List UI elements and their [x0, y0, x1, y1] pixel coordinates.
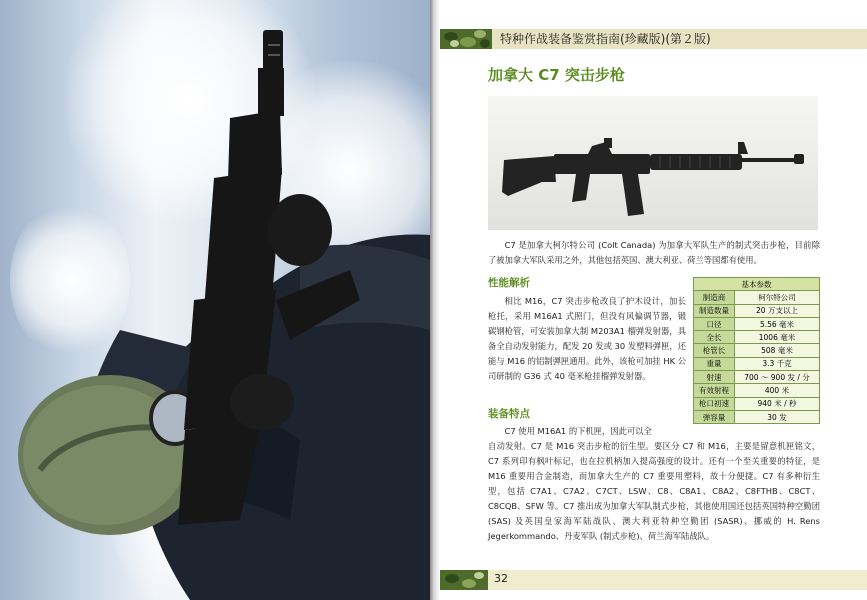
spec-row [694, 384, 820, 397]
spec-label: 枪管长 [694, 344, 735, 357]
spec-value: 940 米 / 秒 [735, 397, 820, 410]
spec-table-header [694, 278, 820, 291]
spec-value: 400 米 [735, 384, 820, 397]
spec-value: 30 发 [735, 410, 820, 423]
intro-paragraph: C7 是加拿大柯尔特公司 (Colt Canada) 为加拿大军队生产的制式突击步枪，目前除了被加拿大军队采用之外，其他包括英国、澳大利亚、荷兰等国都有使用。 [488, 240, 820, 265]
features-paragraph-intro: C7 使用 M16A1 的下机匣，因此可以全 [504, 426, 652, 436]
spec-label: 弹容量 [694, 410, 735, 423]
performance-paragraph: 相比 M16，C7 突击步枪改良了护木设计，加长枪托，采用 M16A1 式照门，但没有风偏调节器，锻碳钢枪管，可安装加拿大制 M203A1 榴弹发射器，具备全自动发射能力，配发 20 发或 30 发塑料弹匣，还能与 M16 的铝制弹匣通用。此外，该枪可加挂 HK 公司研制的 G36 式 40 毫米枪挂榴弹发射器。 [488, 296, 686, 381]
spec-table-title: 基本参数 [694, 278, 820, 291]
spec-label: 枪口初速 [694, 397, 735, 410]
spec-label: 射速 [694, 371, 735, 384]
spec-value: 柯尔特公司 [735, 291, 820, 304]
footer-camo [440, 570, 488, 590]
spec-value: 5.56 毫米 [735, 317, 820, 330]
soldier-illustration [0, 0, 430, 600]
camo-pattern [440, 29, 492, 49]
page-number: 32 [494, 572, 508, 585]
spec-label: 口径 [694, 317, 735, 330]
spec-table [693, 277, 820, 424]
c7-rifle-illustration [488, 96, 818, 230]
spec-value: 700 ～ 900 发 / 分 [735, 371, 820, 384]
spec-label: 有效射程 [694, 384, 735, 397]
spec-label: 制造数量 [694, 304, 735, 317]
spec-row [694, 397, 820, 410]
book-title: 特种作战装备鉴赏指南(珍藏版)(第２版) [500, 32, 711, 46]
spec-label: 重量 [694, 357, 735, 370]
spec-row [694, 344, 820, 357]
page-gutter [430, 0, 440, 600]
section-title-features: 装备特点 [488, 408, 530, 420]
spec-row [694, 317, 820, 330]
article-title: 加拿大 C7 突击步枪 [488, 66, 625, 84]
section-title-performance: 性能解析 [488, 277, 530, 289]
spec-label: 制造商 [694, 291, 735, 304]
spec-row [694, 304, 820, 317]
rifle-photo [488, 96, 818, 230]
soldier-photo [0, 0, 430, 600]
spec-row [694, 291, 820, 304]
spec-row [694, 357, 820, 370]
spec-value: 3.3 千克 [735, 357, 820, 370]
spec-value: 20 万支以上 [735, 304, 820, 317]
spec-value: 1006 毫米 [735, 331, 820, 344]
spec-label: 全长 [694, 331, 735, 344]
spec-row [694, 371, 820, 384]
spec-row [694, 410, 820, 423]
spec-row [694, 331, 820, 344]
footer-strip [488, 570, 867, 590]
spec-value: 508 毫米 [735, 344, 820, 357]
features-paragraph: 自动发射。C7 是 M16 突击步枪的衍生型。要区分 C7 和 M16，主要是留意机匣铭文，C7 系列印有枫叶标记，也在拉机柄加入提高强度的设计。还有一个至关重要的特征，是 M16 重要用合金制造，而加拿大生产的 C7 重要用塑料，故十分便捷。C7 有多种衍生型，包括 C7A1、C7A2、C7CT、LSW、C8、C8A1、C8A2、C8FTHB、C8CT、C8CQB、SFW 等。C7 推出成为加拿大军队制式步枪，其他使用国还包括英国特种空勤团 (SAS) 及英国皇家海军陆战队、澳大利亚特种空勤团 (SASR)、挪威的 H. Rens Jegerkommando、丹麦军队 (制式步枪)、荷兰海军陆战队。 [488, 441, 820, 541]
